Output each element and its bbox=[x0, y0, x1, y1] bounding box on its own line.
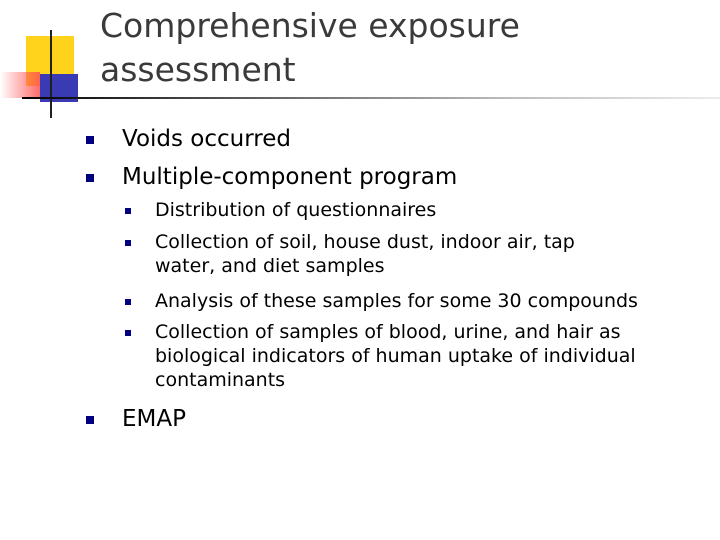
bullet-text: Multiple-component program bbox=[122, 164, 458, 190]
sub-bullet-sample-collection bbox=[155, 230, 575, 278]
sub-bullet-text: contaminants bbox=[155, 369, 286, 391]
bullet-emap bbox=[122, 405, 186, 433]
square-bullet-icon bbox=[86, 174, 94, 182]
sub-bullet-text: Analysis of these samples for some 30 compounds bbox=[155, 290, 638, 312]
square-bullet-icon bbox=[125, 330, 131, 336]
square-bullet-icon bbox=[125, 240, 131, 246]
bullet-multiple-component-program bbox=[122, 163, 457, 191]
bullet-text: EMAP bbox=[122, 406, 186, 432]
bullet-voids-occurred bbox=[122, 125, 291, 153]
sub-bullet-questionnaires bbox=[155, 198, 436, 222]
sub-bullet-text: Distribution of questionnaires bbox=[155, 199, 437, 221]
bullet-text: Voids occurred bbox=[122, 126, 291, 152]
sub-bullet-text: biological indicators of human uptake of individual bbox=[155, 345, 636, 367]
sub-bullet-text: Collection of soil, house dust, indoor air, tap bbox=[155, 231, 575, 253]
sub-bullet-analysis bbox=[155, 289, 638, 313]
sub-bullet-text: Collection of samples of blood, urine, and hair as bbox=[155, 321, 621, 343]
sub-bullet-biological-indicators bbox=[155, 320, 636, 392]
square-bullet-icon bbox=[86, 136, 94, 144]
square-bullet-icon bbox=[125, 299, 131, 305]
slide-title-line: assessment bbox=[100, 50, 296, 89]
square-bullet-icon bbox=[125, 208, 131, 214]
square-bullet-icon bbox=[86, 416, 94, 424]
slide-title-line: Comprehensive exposure bbox=[100, 6, 520, 45]
sub-bullet-text: water, and diet samples bbox=[155, 255, 385, 277]
